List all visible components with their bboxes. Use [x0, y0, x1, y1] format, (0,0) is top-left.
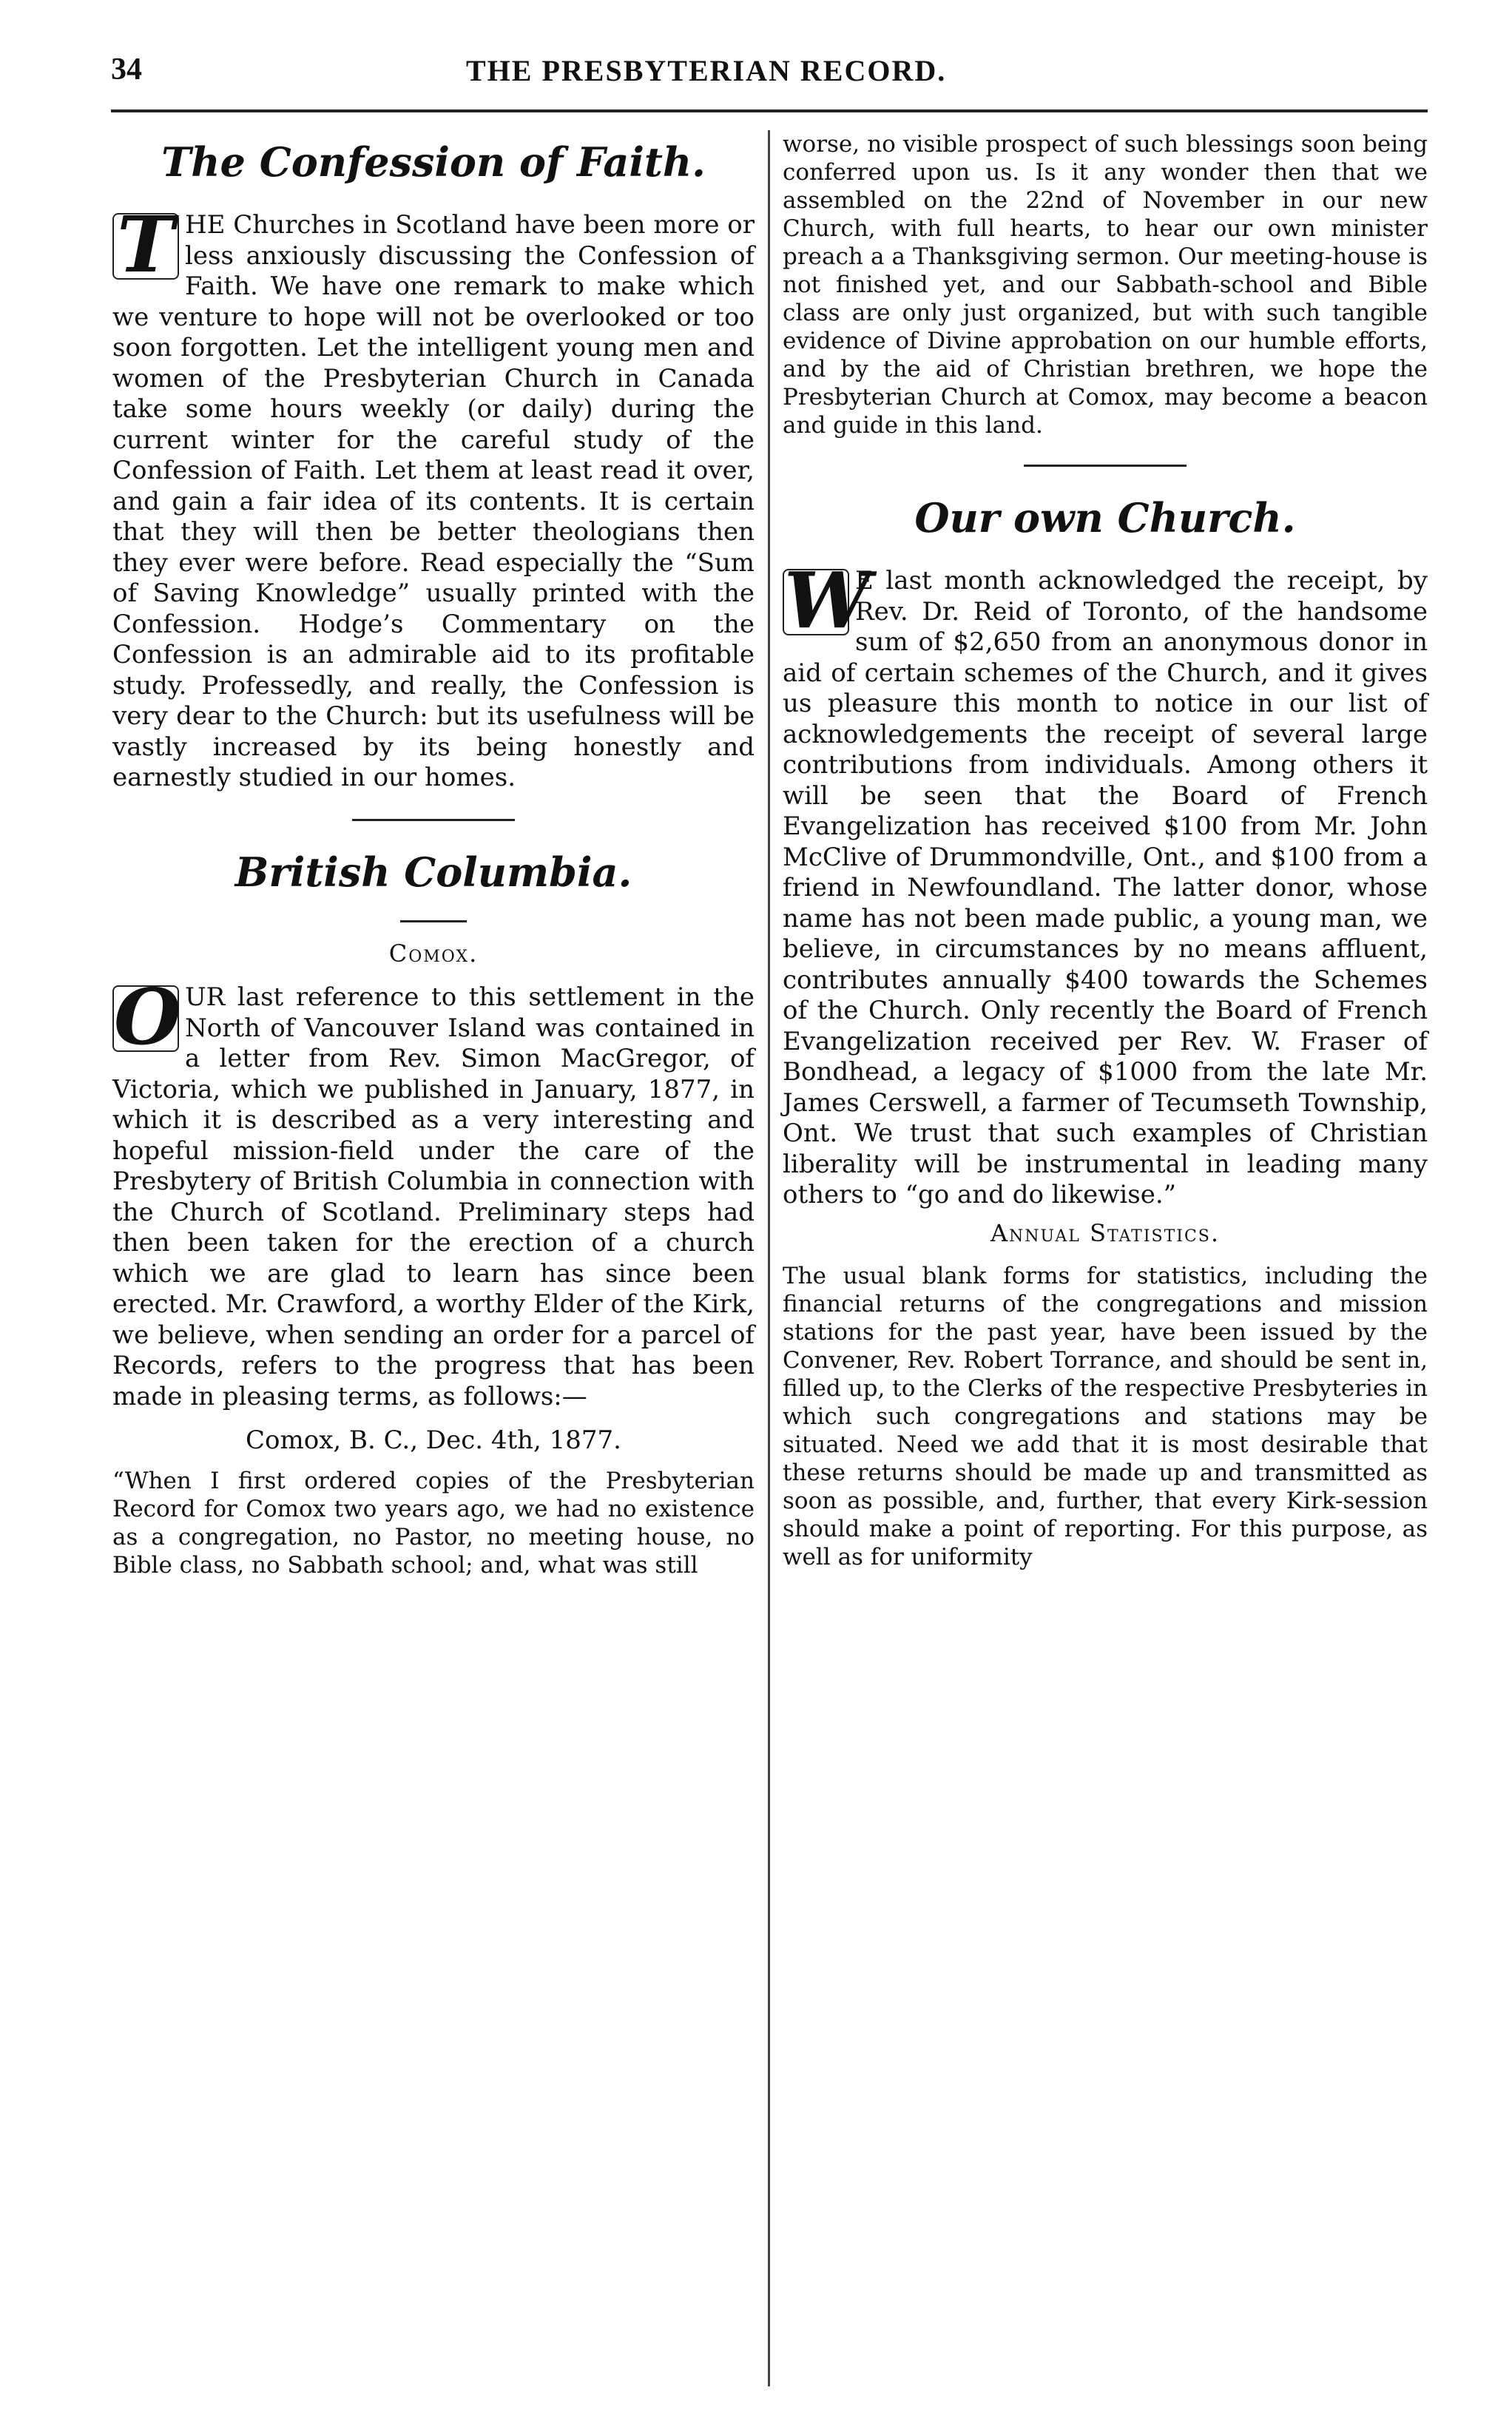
- letter-dateline: Comox, B. C., Dec. 4th, 1877.: [246, 1425, 621, 1455]
- confession-dropcap: T: [112, 213, 179, 280]
- letter-left: “When I first ordered copies of the Presbyterian Record for Comox two years ago, we had no existence as a congregation, no Pastor, no meeting house, no Bible class, no Sabbath school; and, what was still: [112, 1467, 755, 1579]
- own-church-dropcap: W: [784, 555, 871, 646]
- own-church-paragraph: [783, 555, 1428, 1211]
- section-divider: [1024, 465, 1187, 467]
- header-rule: [111, 109, 1428, 112]
- statistics-heading: Annual Statistics.: [990, 1218, 1221, 1247]
- left-column: [112, 130, 755, 1584]
- title-underline: [400, 920, 467, 922]
- british-columbia-body: UR last reference to this settlement in the North of Vancouver Island was contained in a letter from Rev. Simon MacGregor, of Victoria, which we published in January, 1877, in which it is described as a very interesting and hopeful mission-field under the care of the Presbytery of British Columbia in connection with the Church of Scotland. Preliminary steps had then been taken for the erection of a church which we are glad to learn has since been erected. Mr. Crawford, a worthy Elder of the Kirk, we believe, when sending an order for a parcel of Records, refers to the progress that has been made in pleasing terms, as follows:—: [112, 982, 755, 1411]
- place-heading: Comox.: [388, 939, 479, 968]
- own-church-title: Our own Church.: [914, 494, 1296, 541]
- page-header: [111, 52, 1428, 96]
- column-divider: [768, 130, 770, 2386]
- british-columbia-title: British Columbia.: [234, 848, 632, 896]
- british-columbia-paragraph: [112, 971, 755, 1412]
- right-column: [783, 130, 1428, 1576]
- confession-body: HE Churches in Scotland have been more or less anxiously discussing the Confession of Faith. We have one remark to make which we venture to hope will not be overlooked or too soon forgotten. Let the intelligent young men and women of the Presbyterian Church in Canada take some hours weekly (or daily) during the current winter for the careful study of the Confession of Faith. Let them at least read it over, and gain a fair idea of its contents. It is certain that they will then be better theologians then they ever were before. Read especially the “Sum of Saving Knowledge” usually printed with the Confession. Hodge’s Commentary on the Confession is an admirable aid to its profitable study. Professedly, and really, the Confession is very dear to the Church: but its usefulness will be vastly increased by its being honestly and earnestly studied in our homes.: [112, 210, 755, 792]
- section-divider: [352, 819, 515, 821]
- confession-paragraph: [112, 199, 755, 794]
- running-title: THE PRESBYTERIAN RECORD.: [466, 54, 947, 87]
- page-number: 34: [111, 53, 142, 87]
- own-church-body: E last month acknowledged the receipt, by Rev. Dr. Reid of Toronto, of the handsome sum of $2,650 from an anonymous donor in aid of certain schemes of the Church, and it gives us pleasure this month to notice in our list of acknowledgements the receipt of several large contributions from individuals. Among others it will be seen that the Board of French Evangelization has received $100 from Mr. John McClive of Drummondville, Ont., and $100 from a friend in Newfoundland. The latter donor, whose name has not been made public, a young man, we believe, in circumstances by no means affluent, contributes annually $400 towards the Schemes of the Church. Only recently the Board of French Evangelization received per Rev. W. Fraser of Bondhead, a legacy of $1000 from the late Mr. James Cerswell, a farmer of Tecumseth Township, Ont. We trust that such examples of Christian liberality will be instrumental in leading many others to “go and do likewise.”: [783, 566, 1428, 1209]
- letter-right: worse, no visible prospect of such blessings soon being conferred upon us. Is it any wonder then that we assembled on the 22nd of November in our new Church, with full hearts, to hear our own minister preach a a Thanksgiving sermon. Our meeting-house is not finished yet, and our Sabbath-school and Bible class are only just organized, but with such tangible evidence of Divine approbation on our humble efforts, and by the aid of Christian brethren, we hope the Presbyterian Church at Comox, may become a beacon and guide in this land.: [783, 131, 1428, 439]
- british-columbia-dropcap: O: [114, 971, 181, 1062]
- confession-title: The Confession of Faith.: [161, 138, 706, 186]
- statistics-body: The usual blank forms for statistics, including the financial returns of the congregations and mission stations for the past year, have been issued by the Convener, Rev. Robert Torrance, and should be sent in, filled up, to the Clerks of the respective Presbyteries in which such congregations and stations may be situated. Need we add that it is most desirable that these returns should be made up and transmitted as soon as possible, and, further, that every Kirk-session should make a point of reporting. For this purpose, as well as for uniformity: [783, 1263, 1428, 1570]
